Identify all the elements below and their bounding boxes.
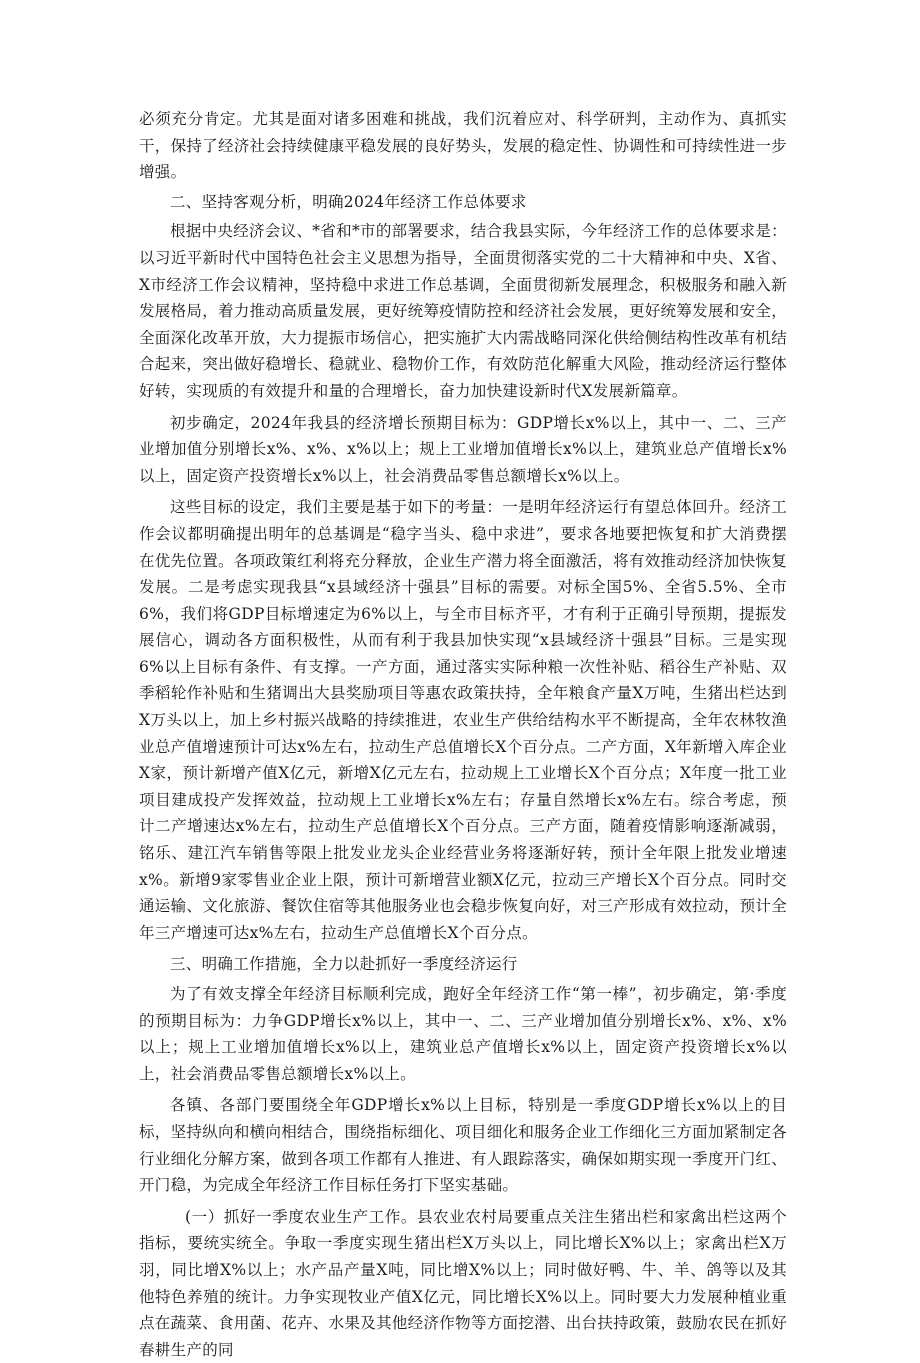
document-body <box>139 106 787 1363</box>
paragraph-continuation: 必须充分肯定。尤其是面对诸多困难和挑战，我们沉着应对、科学研判，主动作为、真抓实干，保持了经济社会持续健康平稳发展的良好势头，发展的稳定性、协调性和可持续性进一步增强。 <box>139 110 787 182</box>
paragraph-general-requirements: 根据中央经济会议、*省和*市的部署要求，结合我县实际，今年经济工作的总体要求是：以习近平新时代中国特色社会主义思想为指导，全面贯彻落实党的二十大精神和中央、X省、X市经济工作会议精神，坚持稳中求进工作总基调，全面贯彻新发展理念，积极服务和融入新发展格局，着力推动高质量发展，更好统筹疫情防控和经济社会发展，更好统筹发展和安全，全面深化改革开放，大力提振市场信心，把实施扩大内需战略同深化供给侧结构性改革有机结合起来，突出做好稳增长、稳就业、稳物价工作，有效防范化解重大风险，推动经济运行整体好转，实现质的有效提升和量的合理增长，奋力加快建设新时代X发展新篇章。 <box>139 222 787 400</box>
paragraph-growth-targets: 初步确定，2024年我县的经济增长预期目标为：GDP增长x%以上，其中一、二、三产业增加值分别增长x%、x%、x%以上；规上工业增加值增长x%以上，建筑业总产值增长x%以上，固定资产投资增长x%以上，社会消费品零售总额增长x%以上。 <box>139 413 787 485</box>
paragraph-q1-targets: 为了有效支撑全年经济目标顺利完成，跑好全年经济工作“第一棒”，初步确定，第·季度的预期目标为：力争GDP增长x%以上，其中一、二、三产业增加值分别增长x%、x%、x%以上；规上工业增加值增长x%以上，建筑业总产值增长x%以上，固定资产投资增长x%以上，社会消费品零售总额增长x%以上。 <box>139 985 787 1083</box>
paragraph-target-rationale: 这些目标的设定，我们主要是基于如下的考量：一是明年经济运行有望总体回升。经济工作会议都明确提出明年的总基调是“稳字当头、稳中求进”，要求各地要把恢复和扩大消费摆在优先位置。各项政策红利将充分释放，企业生产潜力将全面激活，将有效推动经济加快恢复发展。二是考虑实现我县“x县域经济十强县”目标的需要。对标全国5%、全省5.5%、全市6%，我们将GDP目标增速定为6%以上，与全市目标齐平，才有利于正确引导预期，提振发展信心，调动各方面积极性，从而有利于我县加快实现“x县域经济十强县”目标。三是实现6%以上目标有条件、有支撑。一产方面，通过落实实际种粮一次性补贴、稻谷生产补贴、双季稻轮作补贴和生猪调出大县奖励项目等惠农政策扶持，全年粮食产量X万吨，生猪出栏达到X万头以上，加上乡村振兴战略的持续推进，农业生产供给结构水平不断提高，全年农林牧渔业总产值增速预计可达x%左右，拉动生产总值增长X个百分点。二产方面，X年新增入库企业X家，预计新增产值X亿元，新增X亿元左右，拉动规上工业增长X个百分点；X年度一批工业项目建成投产发挥效益，拉动规上工业增长x%左右；存量自然增长x%左右。综合考虑，预计二产增速达x%左右，拉动生产总值增长X个百分点。三产方面，随着疫情影响逐渐减弱，铭乐、建江汽车销售等限上批发业龙头企业经营业务将逐渐好转，预计全年限上批发业增速x%。新增9家零售业企业上限，预计可新增营业额X亿元，拉动三产增长X个百分点。同时交通运输、文化旅游、餐饮住宿等其他服务业也会稳步恢复向好，对三产形成有效拉动，预计全年三产增速可达x%左右，拉动生产总值增长X个百分点。 <box>139 498 787 942</box>
section-heading-2: 二、坚持客观分析，明确2024年经济工作总体要求 <box>170 192 527 211</box>
paragraph-department-requirements: 各镇、各部门要围绕全年GDP增长x%以上目标，特别是一季度GDP增长x%以上的目标，坚持纵向和横向相结合，围绕指标细化、项目细化和服务企业工作细化三方面加紧制定各行业细化分解方案，做到各项工作都有人推进、有人跟踪落实，确保如期实现一季度开门红、开门稳，为完成全年经济工作目标任务打下坚实基础。 <box>139 1096 787 1195</box>
paragraph-agriculture-q1: (一）抓好一季度农业生产工作。县农业农村局要重点关注生猪出栏和家禽出栏这两个指标，要统实统全。争取一季度实现生猪出栏X万头以上，同比增长X%以上；家禽出栏X万羽，同比增X%以上；水产品产量X吨，同比增X%以上；同时做好鸭、牛、羊、鸽等以及其他特色养殖的统计。力争实现牧业产值X亿元，同比增长X%以上。同时要大力发展种植业重点在蔬菜、食用菌、花卉、水果及其他经济作物等方面挖潜、出台扶持政策，鼓励农民在抓好春耕生产的同 <box>139 1207 787 1359</box>
section-heading-3: 三、明确工作措施，全力以赴抓好一季度经济运行 <box>170 955 518 974</box>
